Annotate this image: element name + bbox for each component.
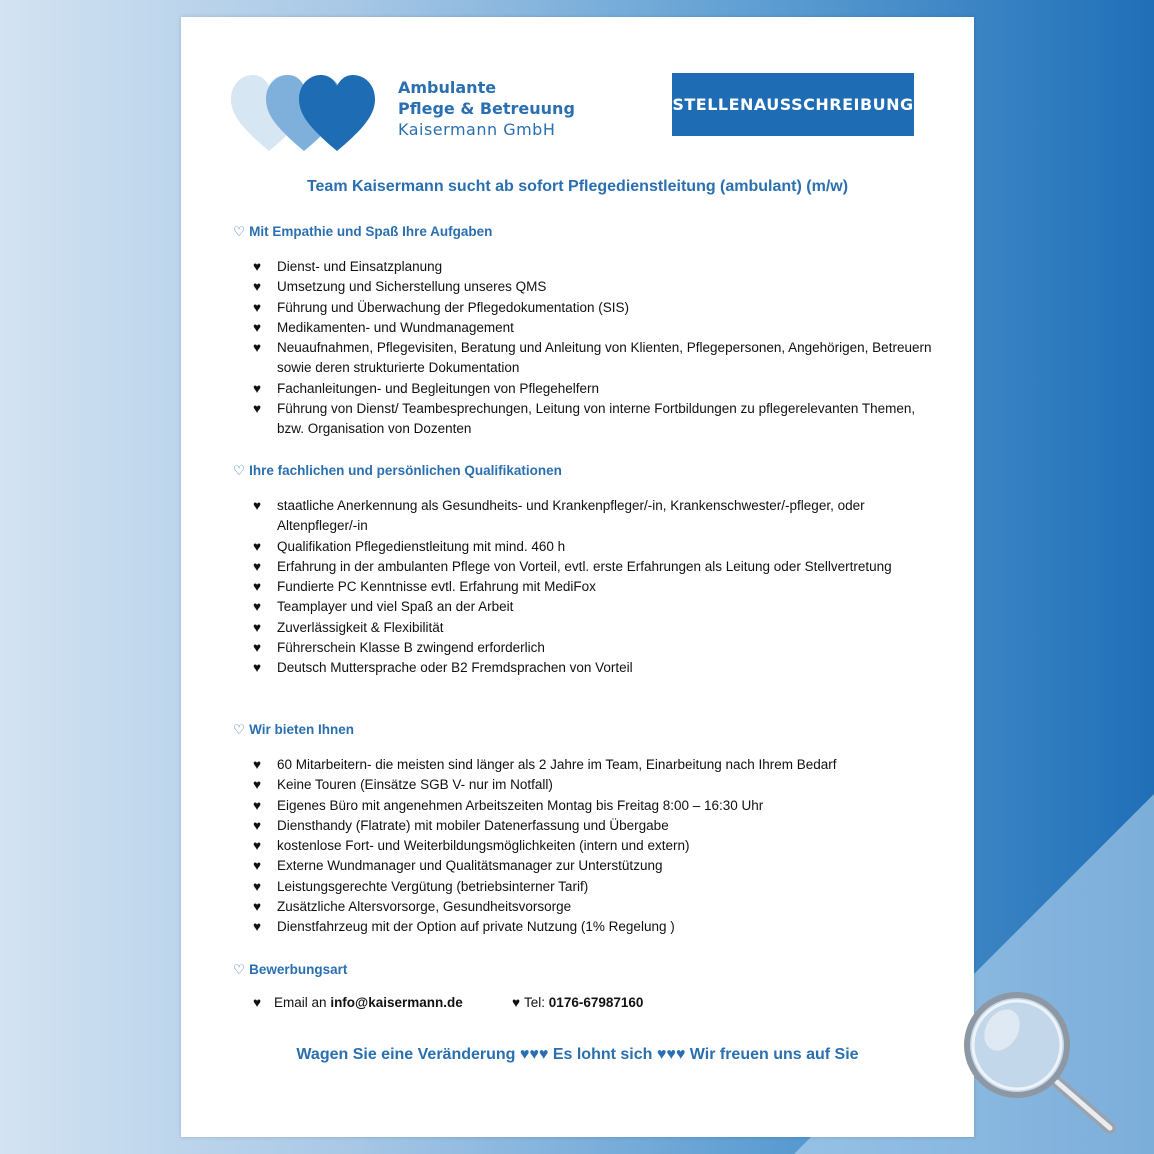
list-item [253, 557, 933, 577]
list-item [253, 496, 933, 537]
heart-bullet-icon: ♥ [253, 919, 262, 935]
heart-bullet-icon: ♥ [253, 817, 262, 833]
list-item-text: Teamplayer und viel Spaß an der Arbeit [277, 599, 514, 615]
list-item-text: Zusätzliche Altersvorsorge, Gesundheitsvorsorge [277, 899, 572, 915]
heart-bullet-icon: ♥ [253, 640, 262, 656]
list-item-text: Diensthandy (Flatrate) mit mobiler Datenerfassung und Übergabe [277, 817, 669, 833]
list-item [253, 917, 933, 937]
list-item-text: Erfahrung in der ambulanten Pflege von Vorteil, evtl. erste Erfahrungen als Leitung oder Stellvertretung [277, 558, 892, 574]
section-title-text: Mit Empathie und Spaß Ihre Aufgaben [249, 224, 493, 239]
heart-bullet-icon: ♥ [253, 878, 262, 894]
heart-bullet-icon: ♥ [512, 995, 521, 1010]
list-item [253, 577, 933, 597]
heart-bullet-icon: ♥ [253, 299, 262, 315]
heart-bullet-icon: ♥ [253, 777, 262, 793]
list-item-text: Führung von Dienst/ Teambesprechungen, Leitung von interne Fortbildungen zu pflegerelevanten Themen, bzw. Organisation von Dozenten [277, 401, 916, 437]
list-item-text: Qualifikation Pflegedienstleitung mit mind. 460 h [277, 538, 566, 554]
list-item-text: Deutsch Muttersprache oder B2 Fremdsprachen von Vorteil [277, 660, 633, 676]
heart-bullet-icon: ♥ [253, 995, 262, 1010]
heart-bullet-icon: ♥ [253, 401, 262, 417]
heart-bullet-icon: ♥ [253, 579, 262, 595]
section-title-angebot [233, 722, 354, 738]
heart-bullet-icon: ♥ [253, 757, 262, 772]
list-item [253, 298, 933, 318]
list-item [253, 658, 933, 678]
list-item-text: Fachanleitungen- und Begleitungen von Pflegehelfern [277, 380, 599, 396]
heart-bullet-icon: ♥ [253, 498, 262, 513]
section-title-text: Ihre fachlichen und persönlichen Qualifikationen [249, 463, 562, 478]
closing-slogan: Wagen Sie eine Veränderung ♥♥♥ Es lohnt sich ♥♥♥ Wir freuen uns auf Sie [296, 1046, 859, 1063]
heart-bullet-icon: ♥ [253, 279, 262, 295]
list-item-text: Externe Wundmanager und Qualitätsmanager zur Unterstützung [277, 858, 663, 874]
list-item [253, 897, 933, 917]
heart-bullet-icon: ♥ [253, 619, 262, 635]
company-name [398, 77, 575, 140]
list-item-text: 60 Mitarbeitern- die meisten sind länger als 2 Jahre im Team, Einarbeitung nach Ihrem Bedarf [277, 757, 837, 772]
section-title-text: Bewerbungsart [249, 962, 348, 977]
list-item [253, 638, 933, 658]
section-title-bewerbung [233, 962, 347, 978]
section-title-aufgaben [233, 224, 492, 240]
phone-number[interactable]: 0176-67987160 [548, 995, 644, 1010]
job-posting-badge: STELLENAUSSCHREIBUNG [672, 73, 914, 136]
email-link[interactable]: info@kaisermann.de [330, 995, 463, 1010]
heart-outline-icon: ♡ [233, 224, 246, 239]
list-item-text: Leistungsgerechte Vergütung (betriebsinterner Tarif) [277, 878, 589, 894]
list-item [253, 318, 933, 338]
list-item [253, 775, 933, 795]
list-item [253, 856, 933, 876]
company-name-line3: Kaisermann GmbH [398, 120, 556, 139]
section-title-qualifikationen [233, 463, 562, 479]
heart-bullet-icon: ♥ [253, 319, 262, 335]
phone-block [512, 995, 643, 1010]
list-item-text: Zuverlässigkeit & Flexibilität [277, 619, 444, 635]
list-item-text: kostenlose Fort- und Weiterbildungsmöglichkeiten (intern und extern) [277, 838, 690, 854]
list-item [253, 618, 933, 638]
heart-outline-icon: ♡ [233, 962, 246, 977]
list-item [253, 338, 933, 379]
magnifier-icon [962, 990, 1122, 1140]
section-title-text: Wir bieten Ihnen [249, 722, 354, 737]
list-item-text: Eigenes Büro mit angenehmen Arbeitszeiten Montag bis Freitag 8:00 – 16:30 Uhr [277, 797, 764, 813]
heart-bullet-icon: ♥ [253, 660, 262, 676]
list-item-text: Fundierte PC Kenntnisse evtl. Erfahrung mit MediFox [277, 579, 596, 595]
list-item [253, 537, 933, 557]
list-item-text: Keine Touren (Einsätze SGB V- nur im Notfall) [277, 777, 553, 793]
list-item-text: staatliche Anerkennung als Gesundheits- und Krankenpfleger/-in, Krankenschwester/-pfleger, oder Altenpfleger/-in [277, 498, 865, 534]
list-item-text: Dienstfahrzeug mit der Option auf private Nutzung (1% Regelung ) [277, 919, 675, 935]
list-item [253, 755, 933, 775]
list-item [253, 816, 933, 836]
company-name-line2: Pflege & Betreuung [398, 99, 575, 118]
heart-bullet-icon: ♥ [253, 380, 262, 396]
benefits-list [253, 755, 933, 938]
list-item [253, 597, 933, 617]
heart-bullet-icon: ♥ [253, 558, 262, 574]
heart-bullet-icon: ♥ [253, 340, 262, 356]
list-item-text: Umsetzung und Sicherstellung unseres QMS [277, 279, 547, 295]
company-name-line1: Ambulante [398, 78, 497, 97]
heart-bullet-icon: ♥ [253, 797, 262, 813]
heart-outline-icon: ♡ [233, 722, 246, 737]
list-item-text: Führerschein Klasse B zwingend erforderlich [277, 640, 545, 656]
list-item-text: Medikamenten- und Wundmanagement [277, 319, 514, 335]
phone-label: Tel: [524, 995, 546, 1010]
list-item-text: Dienst- und Einsatzplanung [277, 259, 443, 274]
heart-bullet-icon: ♥ [253, 838, 262, 854]
list-item-text: Führung und Überwachung der Pflegedokumentation (SIS) [277, 299, 629, 315]
list-item-text: Neuaufnahmen, Pflegevisiten, Beratung und Anleitung von Klienten, Pflegepersonen, Angehörigen, Betreuern sowie deren strukturierte Dokumentation [277, 340, 932, 376]
list-item [253, 379, 933, 399]
list-item [253, 257, 933, 277]
contact-line [253, 995, 644, 1010]
list-item [253, 877, 933, 897]
heart-bullet-icon: ♥ [253, 538, 262, 554]
list-item [253, 399, 933, 440]
heart-outline-icon: ♡ [233, 463, 246, 478]
heart-bullet-icon: ♥ [253, 599, 262, 615]
task-list [253, 257, 933, 440]
list-item [253, 277, 933, 297]
page-title: Team Kaisermann sucht ab sofort Pflegedienstleitung (ambulant) (m/w) [306, 178, 849, 195]
list-item [253, 836, 933, 856]
heart-bullet-icon: ♥ [253, 899, 262, 915]
heart-bullet-icon: ♥ [253, 858, 262, 874]
job-posting-sheet [181, 17, 974, 1137]
qualification-list [253, 496, 933, 679]
email-label: Email an [274, 995, 327, 1010]
list-item [253, 796, 933, 816]
heart-bullet-icon: ♥ [253, 259, 262, 274]
